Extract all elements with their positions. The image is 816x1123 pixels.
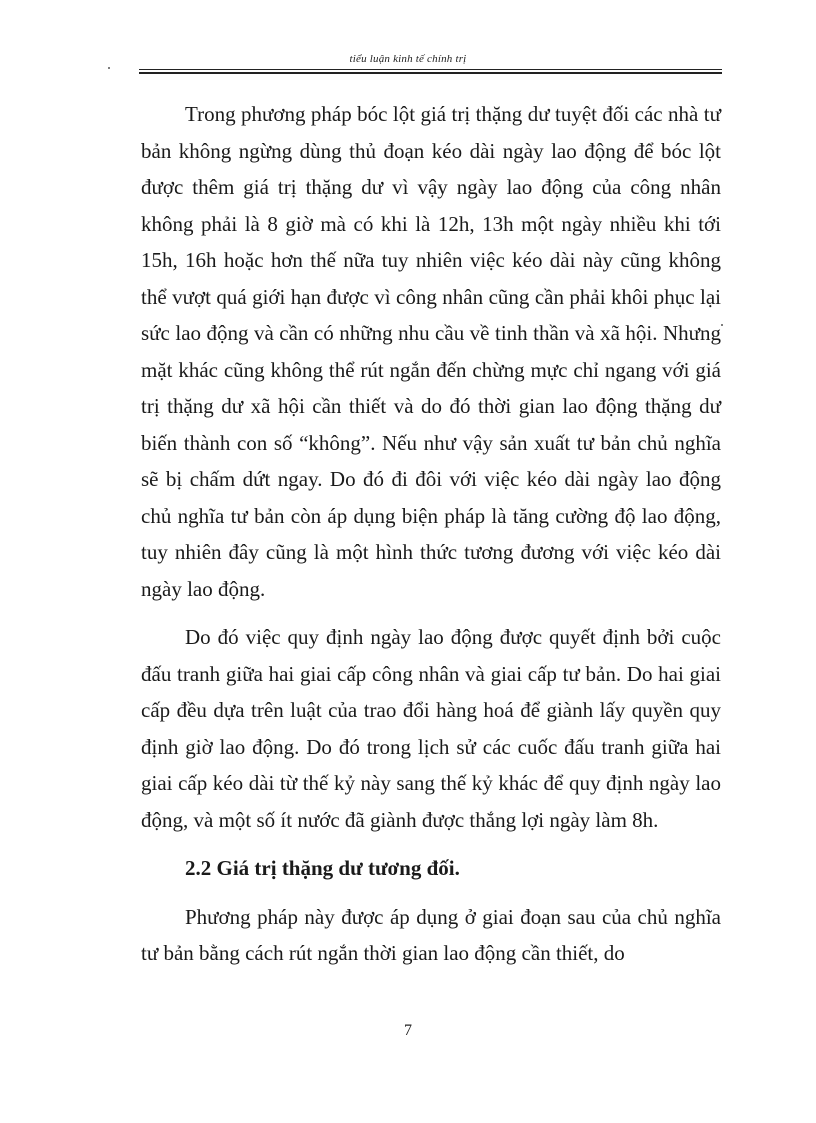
scan-speck: [108, 67, 110, 69]
scan-speck: [721, 324, 723, 326]
running-header-title: tiểu luận kinh tế chính trị: [349, 53, 467, 65]
page-body: [141, 96, 721, 972]
header-rule-thick: [139, 72, 722, 74]
body-paragraph-1: Trong phương pháp bóc lột giá trị thặng dư tuyệt đối các nhà tư bản không ngừng dùng thủ đoạn kéo dài ngày lao động để bóc lột được thêm giá trị thặng dư vì vậy ngày lao động của công nhân không phải là 8 giờ mà có khi là 12h, 13h một ngày nhiều khi tới 15h, 16h hoặc hơn thế nữa tuy nhiên việc kéo dài này cũng không thể vượt quá giới hạn được vì công nhân cũng cần phải khôi phục lại sức lao động và cần có những nhu cầu về tinh thần và xã hội. Nhưng mặt khác cũng không thể rút ngắn đến chừng mực chỉ ngang với giá trị thặng dư xã hội cần thiết và do đó thời gian lao động thặng dư biến thành con số “không”. Nếu như vậy sản xuất tư bản chủ nghĩa sẽ bị chấm dứt ngay. Do đó đi đôi với việc kéo dài ngày lao động chủ nghĩa tư bản còn áp dụng biện pháp là tăng cường độ lao động, tuy nhiên đây cũng là một hình thức tương đương với việc kéo dài ngày lao động.: [141, 102, 721, 601]
header-rule-thin: [139, 69, 722, 70]
body-paragraph-3: Phương pháp này được áp dụng ở giai đoạn sau của chủ nghĩa tư bản bằng cách rút ngắn thời gian lao động cần thiết, do: [141, 904, 721, 965]
page-number: 7: [404, 1022, 412, 1039]
body-paragraph-2: Do đó việc quy định ngày lao động được quyết định bởi cuộc đấu tranh giữa hai giai cấp công nhân và giai cấp tư bản. Do hai giai cấp đều dựa trên luật của trao đổi hàng hoá để giành lấy quyền quy định giờ lao động. Do đó trong lịch sử các cuốc đấu tranh giữa hai giai cấp kéo dài từ thế kỷ này sang thế kỷ khác để quy định ngày lao động, và một số ít nước đã giành được thắng lợi ngày làm 8h.: [141, 625, 721, 832]
section-heading: 2.2 Giá trị thặng dư tương đối.: [185, 856, 460, 880]
